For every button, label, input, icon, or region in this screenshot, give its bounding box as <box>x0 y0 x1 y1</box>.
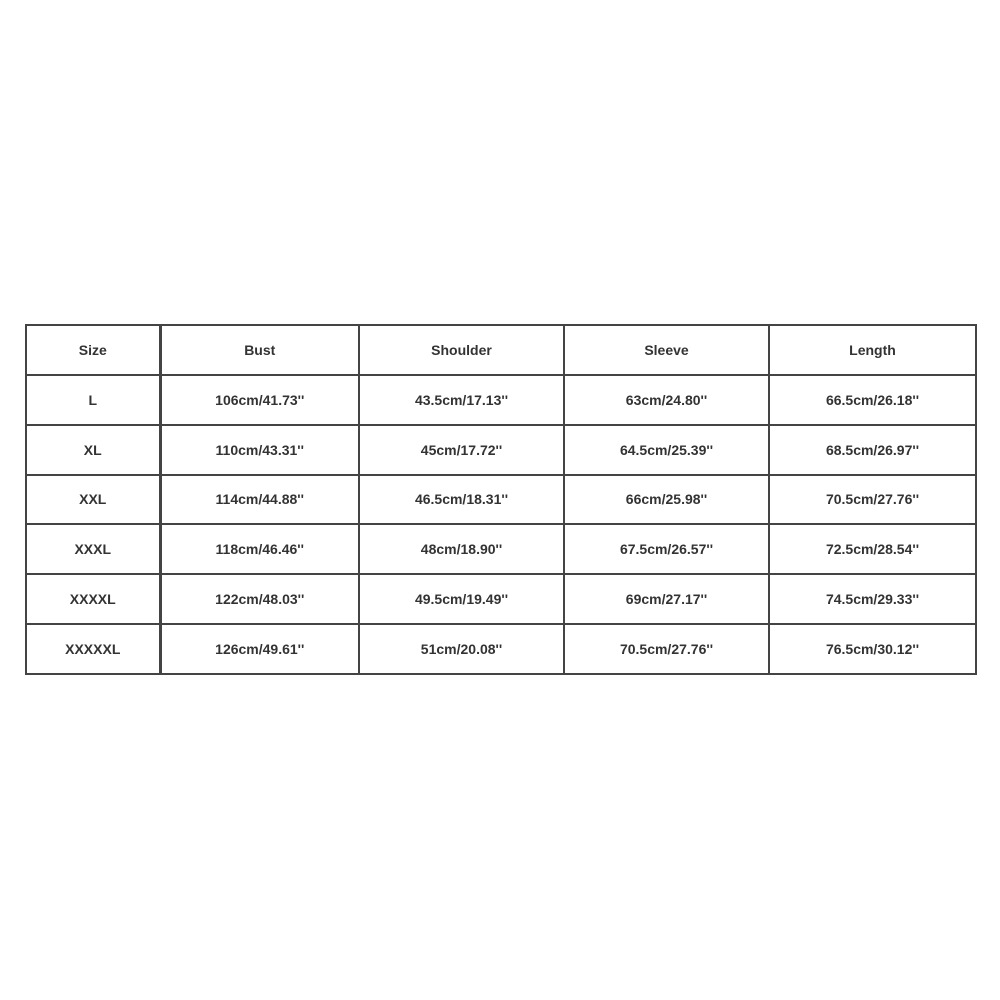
table-row <box>26 425 976 475</box>
size-cell: XL <box>26 425 160 475</box>
size-cell: XXXL <box>26 524 160 574</box>
table-row <box>26 524 976 574</box>
length-cell: 66.5cm/26.18'' <box>769 375 976 425</box>
length-cell: 68.5cm/26.97'' <box>769 425 976 475</box>
header-sleeve: Sleeve <box>564 325 769 375</box>
bust-cell: 118cm/46.46'' <box>160 524 359 574</box>
sleeve-cell: 63cm/24.80'' <box>564 375 769 425</box>
sleeve-cell: 70.5cm/27.76'' <box>564 624 769 674</box>
header-bust: Bust <box>160 325 359 375</box>
bust-cell: 126cm/49.61'' <box>160 624 359 674</box>
shoulder-cell: 49.5cm/19.49'' <box>359 574 564 624</box>
table-row <box>26 574 976 624</box>
size-cell: XXXXXL <box>26 624 160 674</box>
bust-cell: 114cm/44.88'' <box>160 475 359 525</box>
header-shoulder: Shoulder <box>359 325 564 375</box>
size-cell: L <box>26 375 160 425</box>
sleeve-cell: 66cm/25.98'' <box>564 475 769 525</box>
bust-cell: 122cm/48.03'' <box>160 574 359 624</box>
length-cell: 72.5cm/28.54'' <box>769 524 976 574</box>
header-length: Length <box>769 325 976 375</box>
shoulder-cell: 48cm/18.90'' <box>359 524 564 574</box>
sleeve-cell: 64.5cm/25.39'' <box>564 425 769 475</box>
header-size: Size <box>26 325 160 375</box>
shoulder-cell: 46.5cm/18.31'' <box>359 475 564 525</box>
length-cell: 74.5cm/29.33'' <box>769 574 976 624</box>
shoulder-cell: 45cm/17.72'' <box>359 425 564 475</box>
size-chart-table <box>25 324 977 675</box>
sleeve-cell: 69cm/27.17'' <box>564 574 769 624</box>
length-cell: 76.5cm/30.12'' <box>769 624 976 674</box>
table-row <box>26 475 976 525</box>
shoulder-cell: 43.5cm/17.13'' <box>359 375 564 425</box>
sleeve-cell: 67.5cm/26.57'' <box>564 524 769 574</box>
table-row <box>26 375 976 425</box>
table-row <box>26 624 976 674</box>
size-cell: XXL <box>26 475 160 525</box>
length-cell: 70.5cm/27.76'' <box>769 475 976 525</box>
size-cell: XXXXL <box>26 574 160 624</box>
bust-cell: 106cm/41.73'' <box>160 375 359 425</box>
shoulder-cell: 51cm/20.08'' <box>359 624 564 674</box>
table-header-row <box>26 325 976 375</box>
bust-cell: 110cm/43.31'' <box>160 425 359 475</box>
